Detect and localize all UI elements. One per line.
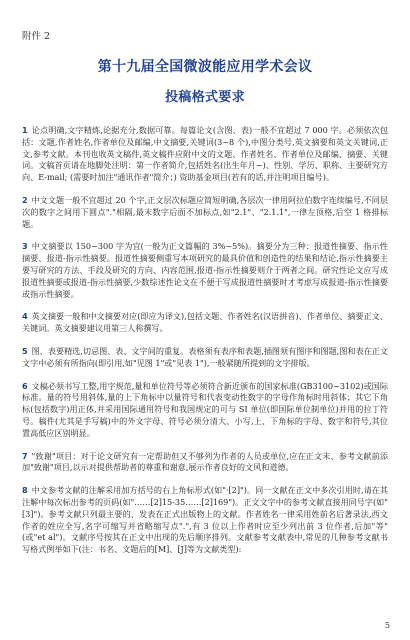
section-number: 1 <box>22 125 28 135</box>
section-5 <box>22 346 388 370</box>
conference-title: 第十九届全国微波能应用学术会议 <box>97 59 313 75</box>
section-text: 中文参考文献的注解采用加方括号的右上角标形式(如"·[2]")。同一文献在正文中多次引用时,请在其注解中每次标出参考的页码(如"……[2]15-35……[2]169")。正文文字中的参考文献直接用同号字(如"[3]")。参考文献只列最主要的、发表在正式出版物上的文献。作者姓名一律采用姓前名后著录法,西文作者的姓应全写,名字可缩写并省略缩写点".",有 3 位以上作者时应至少列出前 3 位作者,后加"等"(或"et al")。文献序号按其在正文中出现的先后顺序排列。文献参考文献表中,常见的几种参考文献书写格式例举如下(注：书名、文题后的[M]、[J]等为文献类型): <box>22 485 388 555</box>
section-2 <box>22 195 388 230</box>
section-number: 4 <box>22 311 28 322</box>
section-number: 8 <box>22 485 28 496</box>
section-number: 5 <box>22 345 28 356</box>
document-subtitle: 投稿格式要求 <box>165 90 245 105</box>
section-text: 论点明确,文字精炼,论据充分,数据可靠。每篇论文(含图、表)一般不宜超过 7 000 字。必须依次包括：文题,作者姓名,作者单位及邮编,中文摘要,关键词(3~8 个),中图分类号,英文摘要和英文关键词,正文,参考文献。本刊也收英文稿件,英文稿件应附中文的文题、作者姓名、作者单位及邮编、摘要、关键词。文稿首页请在地脚处注明：第一作者简介,包括姓名(出生年月~)、性别、学历、职称、主要研究方向、E-mail; (需要时加注"通讯作者"简介；) 资助基金项目(若有的话,并注明项目编号)。 <box>22 125 388 183</box>
section-text: 文稿必须书写工整,用字规范,量和单位符号等必须符合新近颁布的国家标准(GB3100~3102)或国际标准。量的符号用斜体,量的上下角标中以量符号和代表变动性数字的字母作角标时用斜体；其它下角标(包括数字)用正体,并采用国际通用符号和我国规定的可与 SI 单位(即国际单位制单位)并用的拉丁符号。稿件(尤其是手写稿)中的外文字母、符号必须分清大、小写,上、下角标的字母、数字和符号,其位置高低应区别明显。 <box>22 380 388 438</box>
section-text: 英文摘要一般和中文摘要对应(即应为译文),包括文题、作者姓名(汉语拼音)、作者单位、摘要正文、关键词。英文摘要建议用第三人称撰写。 <box>22 311 388 334</box>
section-3 <box>22 241 388 300</box>
section-number: 6 <box>22 380 28 391</box>
section-8 <box>22 485 388 556</box>
appendix-label: 附件 2 <box>22 31 51 42</box>
section-text: "致谢"项目：对于论文研究有一定帮助但又不够列为作者的人员或单位,应在正文末、参考文献前添加"致谢"项目,以示对提供帮助者的尊重和谢意,展示作者良好的文风和道德。 <box>22 450 388 473</box>
section-7 <box>22 451 388 475</box>
section-1 <box>22 125 388 184</box>
section-number: 7 <box>22 450 28 461</box>
section-text: 中文文题一般不宜超过 20 个字,正文层次标题应简短明确,各层次一律用阿拉伯数字连续编号,不同层次的数字之间用下圆点"."相隔,最末数字后面不加标点,如"2.1"、"2.1.1",一律左顶格,后空 1 格排标题。 <box>22 194 388 229</box>
section-number: 3 <box>22 241 28 252</box>
section-number: 2 <box>22 194 28 205</box>
page-number: 5 <box>384 621 390 630</box>
section-6 <box>22 381 388 440</box>
section-text: 中文摘要以 150~300 字为宜(一般为正文篇幅的 3%~5%)。摘要分为三种：报道性摘要、指示性摘要、报道-指示性摘要。报道性摘要侧重写本项研究的最具价值和创造性的结果和结论,指示性摘要主要写研究的方法、手段及研究的方向、内容范围,报道-指示性摘要则介于两者之间。研究性论文应写成报道性摘要或报道-指示性摘要,少数综述性论文在不便于写成报道性摘要时才考虑写成报道-指示性摘要或指示性摘要。 <box>22 241 388 299</box>
section-text: 图、表要精选,切忌图、表、文字间的重复。表格须有表序和表题,插图须有图序和图题,图和表在正文文字中必须有所指向(即引用,如"见图 1"或"见表 1"),一般紧随所提到的文字排版。 <box>22 345 388 368</box>
section-4 <box>22 311 388 335</box>
